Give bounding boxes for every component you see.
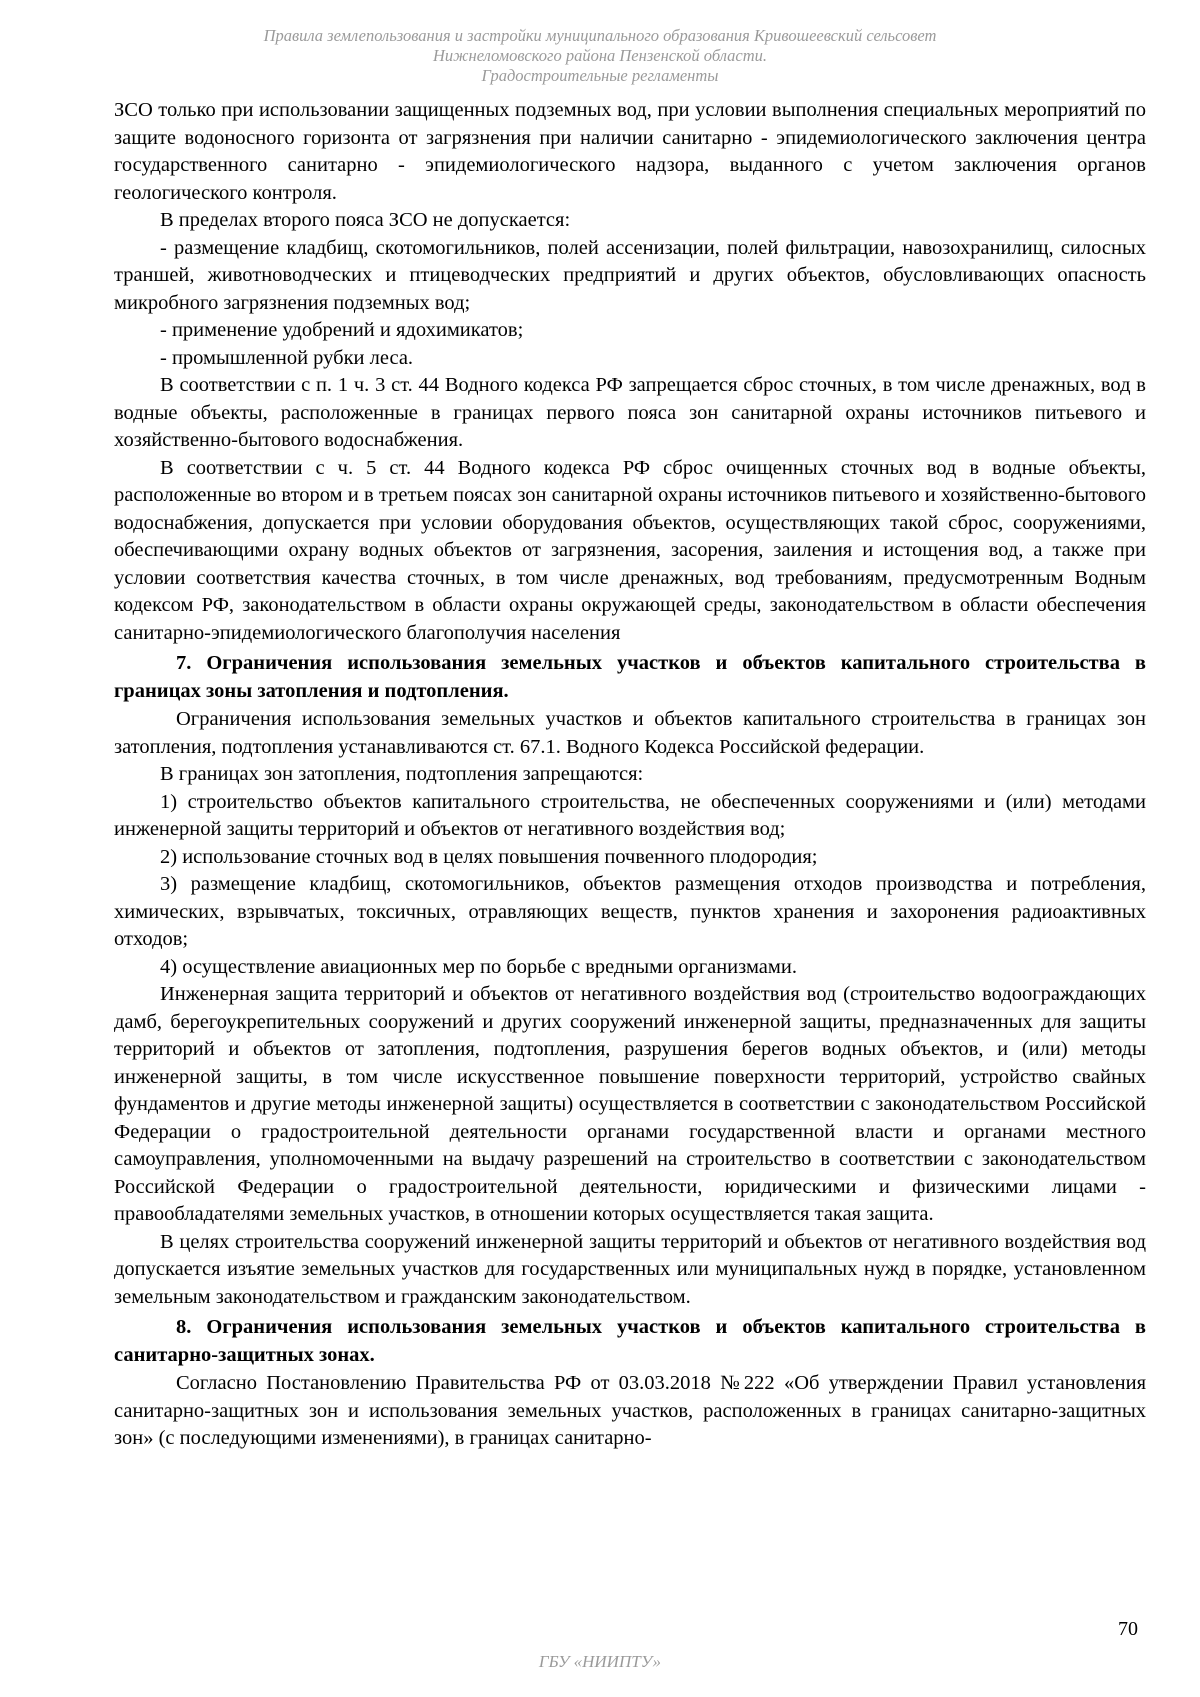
list-item: - размещение кладбищ, скотомогильников, полей ассенизации, полей фильтрации, навозохранилищ, силосных траншей, животноводческих и птицеводческих предприятий и других объектов, обусловливающих опасность микробного загрязнения подземных вод; [114, 236, 1146, 314]
paragraph: ЗСО только при использовании защищенных подземных вод, при условии выполнения специальных мероприятий по защите водоносного горизонта от загрязнения при наличии санитарно - эпидемиологического заключения центра государственного санитарно - эпидемиологического надзора, выданного с учетом заключения органов геологического контроля. [114, 99, 1146, 204]
running-header [0, 26, 1200, 86]
list-item: - применение удобрений и ядохимикатов; [160, 319, 524, 341]
header-line-1: Правила землепользования и застройки муниципального образования Кривошеевский сельсовет [263, 26, 937, 45]
paragraph: В пределах второго пояса ЗСО не допускается: [160, 209, 571, 231]
list-item: 4) осуществление авиационных мер по борьбе с вредными организмами. [160, 955, 797, 978]
list-item: - промышленной рубки леса. [160, 346, 414, 369]
page-number: 70 [1118, 1618, 1138, 1640]
paragraph: Ограничения использования земельных участков и объектов капитального строительства в границах зон затопления, подтопления устанавливаются ст. 67.1. Водного Кодекса Российской федерации. [114, 708, 1146, 758]
section-heading-7: 7. Ограничения использования земельных участков и объектов капитального строительства в границах зоны затопления и подтопления. [114, 652, 1146, 702]
paragraph: Согласно Постановлению Правительства РФ от 03.03.2018 №222 «Об утверждении Правил установления санитарно-защитных зон и использования земельных участков, расположенных в границах санитарно-защитных зон» (с последующими изменениями), в границах санитарно- [114, 1372, 1146, 1449]
list-item: 1) строительство объектов капитального строительства, не обеспеченных сооружениями и (или) методами инженерной защиты территорий и объектов от негативного воздействия вод; [114, 790, 1146, 840]
list-item: 2) использование сточных вод в целях повышения почвенного плодородия; [160, 845, 818, 868]
header-line-2: Нижнеломовского района Пензенской области. [433, 46, 767, 65]
list-item: 3) размещение кладбищ, скотомогильников, объектов размещения отходов производства и потребления, химических, взрывчатых, токсичных, отравляющих веществ, пунктов хранения и захоронения радиоактивных отходов; [114, 873, 1146, 950]
paragraph: В соответствии с п. 1 ч. 3 ст. 44 Водного кодекса РФ запрещается сброс сточных, в том числе дренажных, вод в водные объекты, расположенные в границах первого пояса зон санитарной охраны источников питьевого и хозяйственно-бытового водоснабжения. [114, 374, 1146, 451]
paragraph: В соответствии с ч. 5 ст. 44 Водного кодекса РФ сброс очищенных сточных вод в водные объекты, расположенные во втором и в третьем поясах зон санитарной охраны источников питьевого и хозяйственно-бытового водоснабжения, допускается при условии оборудования объектов, осуществляющих такой сброс, сооружениями, обеспечивающими охрану водных объектов от загрязнения, засорения, заиления и истощения вод, а также при условии соответствия качества сточных, в том числе дренажных, вод требованиям, предусмотренным Водным кодексом РФ, законодательством в области охраны окружающей среды, законодательством в области обеспечения санитарно-эпидемиологического благополучия населения [114, 456, 1146, 644]
body-text [114, 97, 1146, 1453]
header-line-3: Градостроительные регламенты [481, 66, 719, 85]
paragraph: Инженерная защита территорий и объектов от негативного воздействия вод (строительство водоограждающих дамб, берегоукрепительных сооружений и других сооружений инженерной защиты, предназначенных для защиты территорий и объектов от затопления, подтопления, разрушения берегов водных объектов, и (или) методы инженерной защиты, в том числе искусственное повышение поверхности территорий, устройство свайных фундаментов и другие методы инженерной защиты) осуществляется в соответствии с законодательством Российской Федерации о градостроительной деятельности органами государственной власти и органами местного самоуправления, уполномоченными на выдачу разрешений на строительство в соответствии с законодательством Российской Федерации о градостроительной деятельности, юридическими и физическими лицами - правообладателями земельных участков, в отношении которых осуществляется такая защита. [114, 983, 1146, 1225]
paragraph: В границах зон затопления, подтопления запрещаются: [160, 763, 644, 785]
section-heading-8: 8. Ограничения использования земельных участков и объектов капитального строительства в санитарно-защитных зонах. [114, 1316, 1146, 1366]
paragraph: В целях строительства сооружений инженерной защиты территорий и объектов от негативного воздействия вод допускается изъятие земельных участков для государственных или муниципальных нужд в порядке, установленном земельным законодательством и гражданским законодательством. [114, 1230, 1146, 1308]
running-footer: ГБУ «НИИПТУ» [538, 1652, 662, 1671]
